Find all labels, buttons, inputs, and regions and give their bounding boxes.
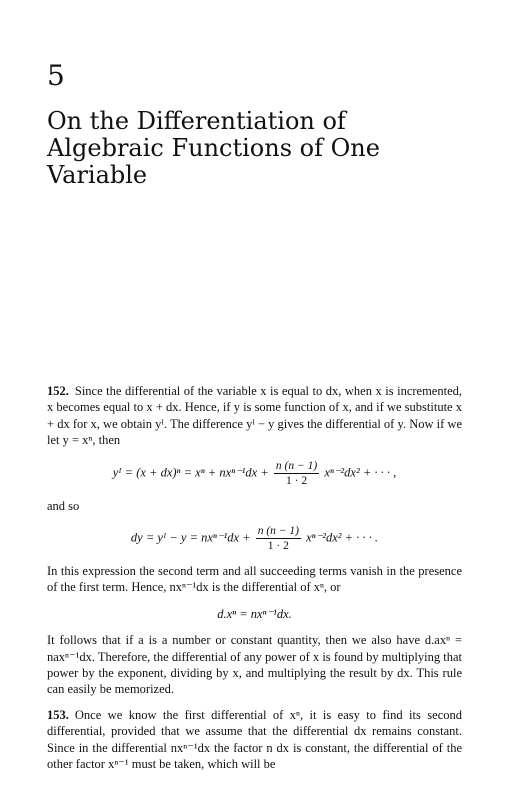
section-152-paragraph: [47, 383, 462, 449]
equation-1: [47, 459, 462, 488]
section-152-text-1: Since the differential of the variable x is equal to dx, when x is incremented, x becomes equal to x + dx. Hence, if y is some function of x, and if we substitute x + dx for x, we obtain yᴵ. The difference yᴵ − y gives the differential of y. Now if we let y = xⁿ, then: [47, 384, 462, 448]
body-text: [47, 383, 462, 773]
equation-2: [47, 524, 462, 553]
equation-1-left: yᴵ = (x + dx)ⁿ = xⁿ + nxⁿ⁻¹dx +: [112, 465, 269, 479]
equation-2-fraction: [256, 524, 301, 553]
fraction-numerator: n (n − 1): [275, 459, 318, 472]
section-152-text-3: It follows that if a is a number or constant quantity, then we also have d.axⁿ = naxⁿ⁻¹dx. Therefore, the differential of any power of x is found by multiplying that power by the exponent, dividing by x, and multiplying the result by dx. This rule can easily be memorized.: [47, 633, 462, 697]
section-153-text-1: Once we know the first differential of xⁿ, it is easy to find its second differential, provided that we assume that the differential dx remains constant. Since in the differential nxⁿ⁻¹dx the factor n dx is constant, the differential of the other factor xⁿ⁻¹ must be taken, which will be: [47, 707, 462, 772]
section-153-paragraph: [47, 707, 462, 773]
section-number: 153.: [47, 707, 69, 722]
equation-1-fraction: [274, 459, 319, 488]
equation-3: d.xⁿ = nxⁿ⁻¹dx.: [217, 606, 292, 621]
chapter-number: 5: [47, 59, 65, 92]
and-so-text: and so: [47, 498, 80, 513]
chapter-title: On the Differentiation of Algebraic Functions of One Variable: [47, 107, 380, 189]
equation-2-left: dy = yᴵ − y = nxⁿ⁻¹dx +: [130, 530, 251, 545]
section-number: 152.: [47, 384, 69, 398]
fraction-denominator: 1 · 2: [267, 540, 289, 553]
fraction-denominator: 1 · 2: [286, 474, 308, 487]
section-152-text-2: In this expression the second term and all succeeding terms vanish in the presence of the first term. Hence, nxⁿ⁻¹dx is the differential of xⁿ, or: [47, 564, 462, 595]
equation-1-right: xⁿ⁻²dx² + · · · ,: [324, 465, 397, 479]
equation-2-right: xⁿ⁻²dx² + · · · .: [306, 530, 379, 545]
fraction-numerator: n (n − 1): [257, 525, 299, 538]
